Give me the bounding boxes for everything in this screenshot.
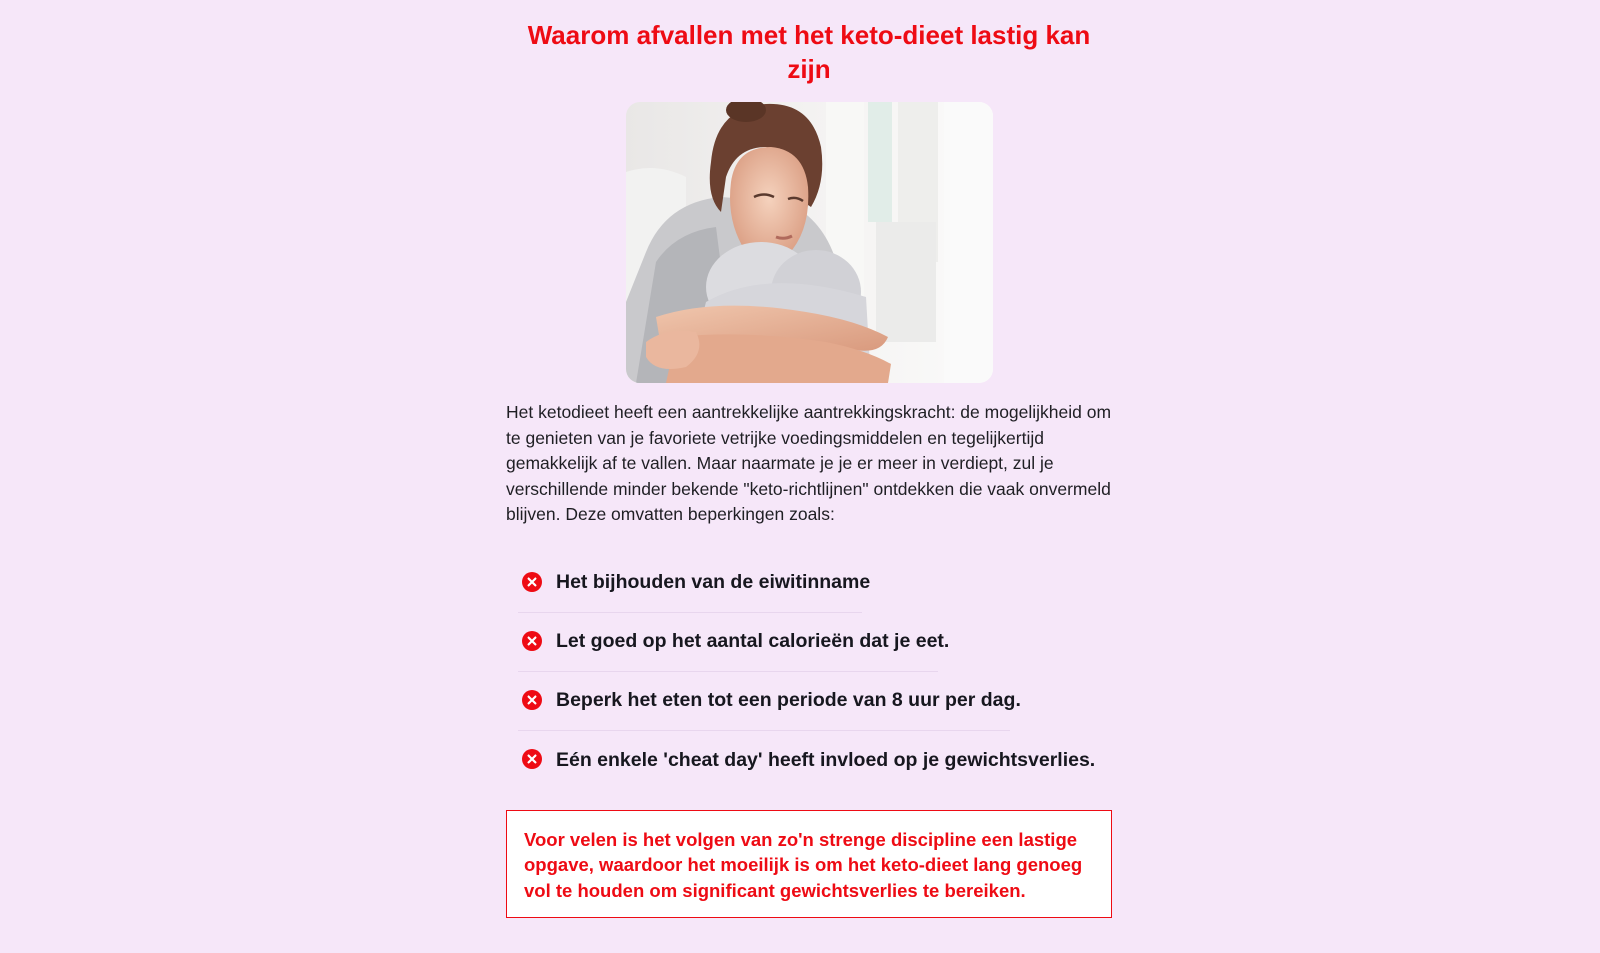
x-circle-icon — [522, 749, 542, 769]
list-item-label: Beperk het eten tot een periode van 8 uur per dag. — [556, 689, 1021, 711]
list-item — [518, 554, 871, 613]
warning-callout: Voor velen is het volgen van zo'n strenge discipline een lastige opgave, waardoor het moeilijk is om het keto-dieet lang genoeg vol te houden om significant gewichtsverlies te bereiken. — [506, 810, 1112, 919]
list-item-label: Het bijhouden van de eiwitinname — [556, 571, 871, 593]
list-item — [518, 731, 1098, 790]
article — [506, 18, 1112, 918]
restriction-list — [506, 554, 1112, 790]
x-circle-icon — [522, 572, 542, 592]
list-item — [518, 613, 950, 672]
intro-paragraph: Het ketodieet heeft een aantrekkelijke aantrekkingskracht: de mogelijkheid om te genieten van je favoriete vetrijke voedingsmiddelen en tegelijkertijd gemakkelijk af te vallen. Maar naarmate je je er meer in verdiept, zul je verschillende minder bekende "keto-richtlijnen" ontdekken die vaak onvermeld blijven. Deze omvatten beperkingen zoals: — [506, 402, 1112, 524]
x-circle-icon — [522, 631, 542, 651]
list-item-label: Eén enkele 'cheat day' heeft invloed op je gewichtsverlies. — [556, 748, 1096, 771]
page-title: Waarom afvallen met het keto-dieet lastig kan zijn — [527, 20, 1091, 84]
hero-image — [626, 102, 993, 383]
list-item-label: Let goed op het aantal calorieën dat je eet. — [556, 630, 950, 652]
x-circle-icon — [522, 690, 542, 710]
list-item — [518, 672, 1021, 731]
